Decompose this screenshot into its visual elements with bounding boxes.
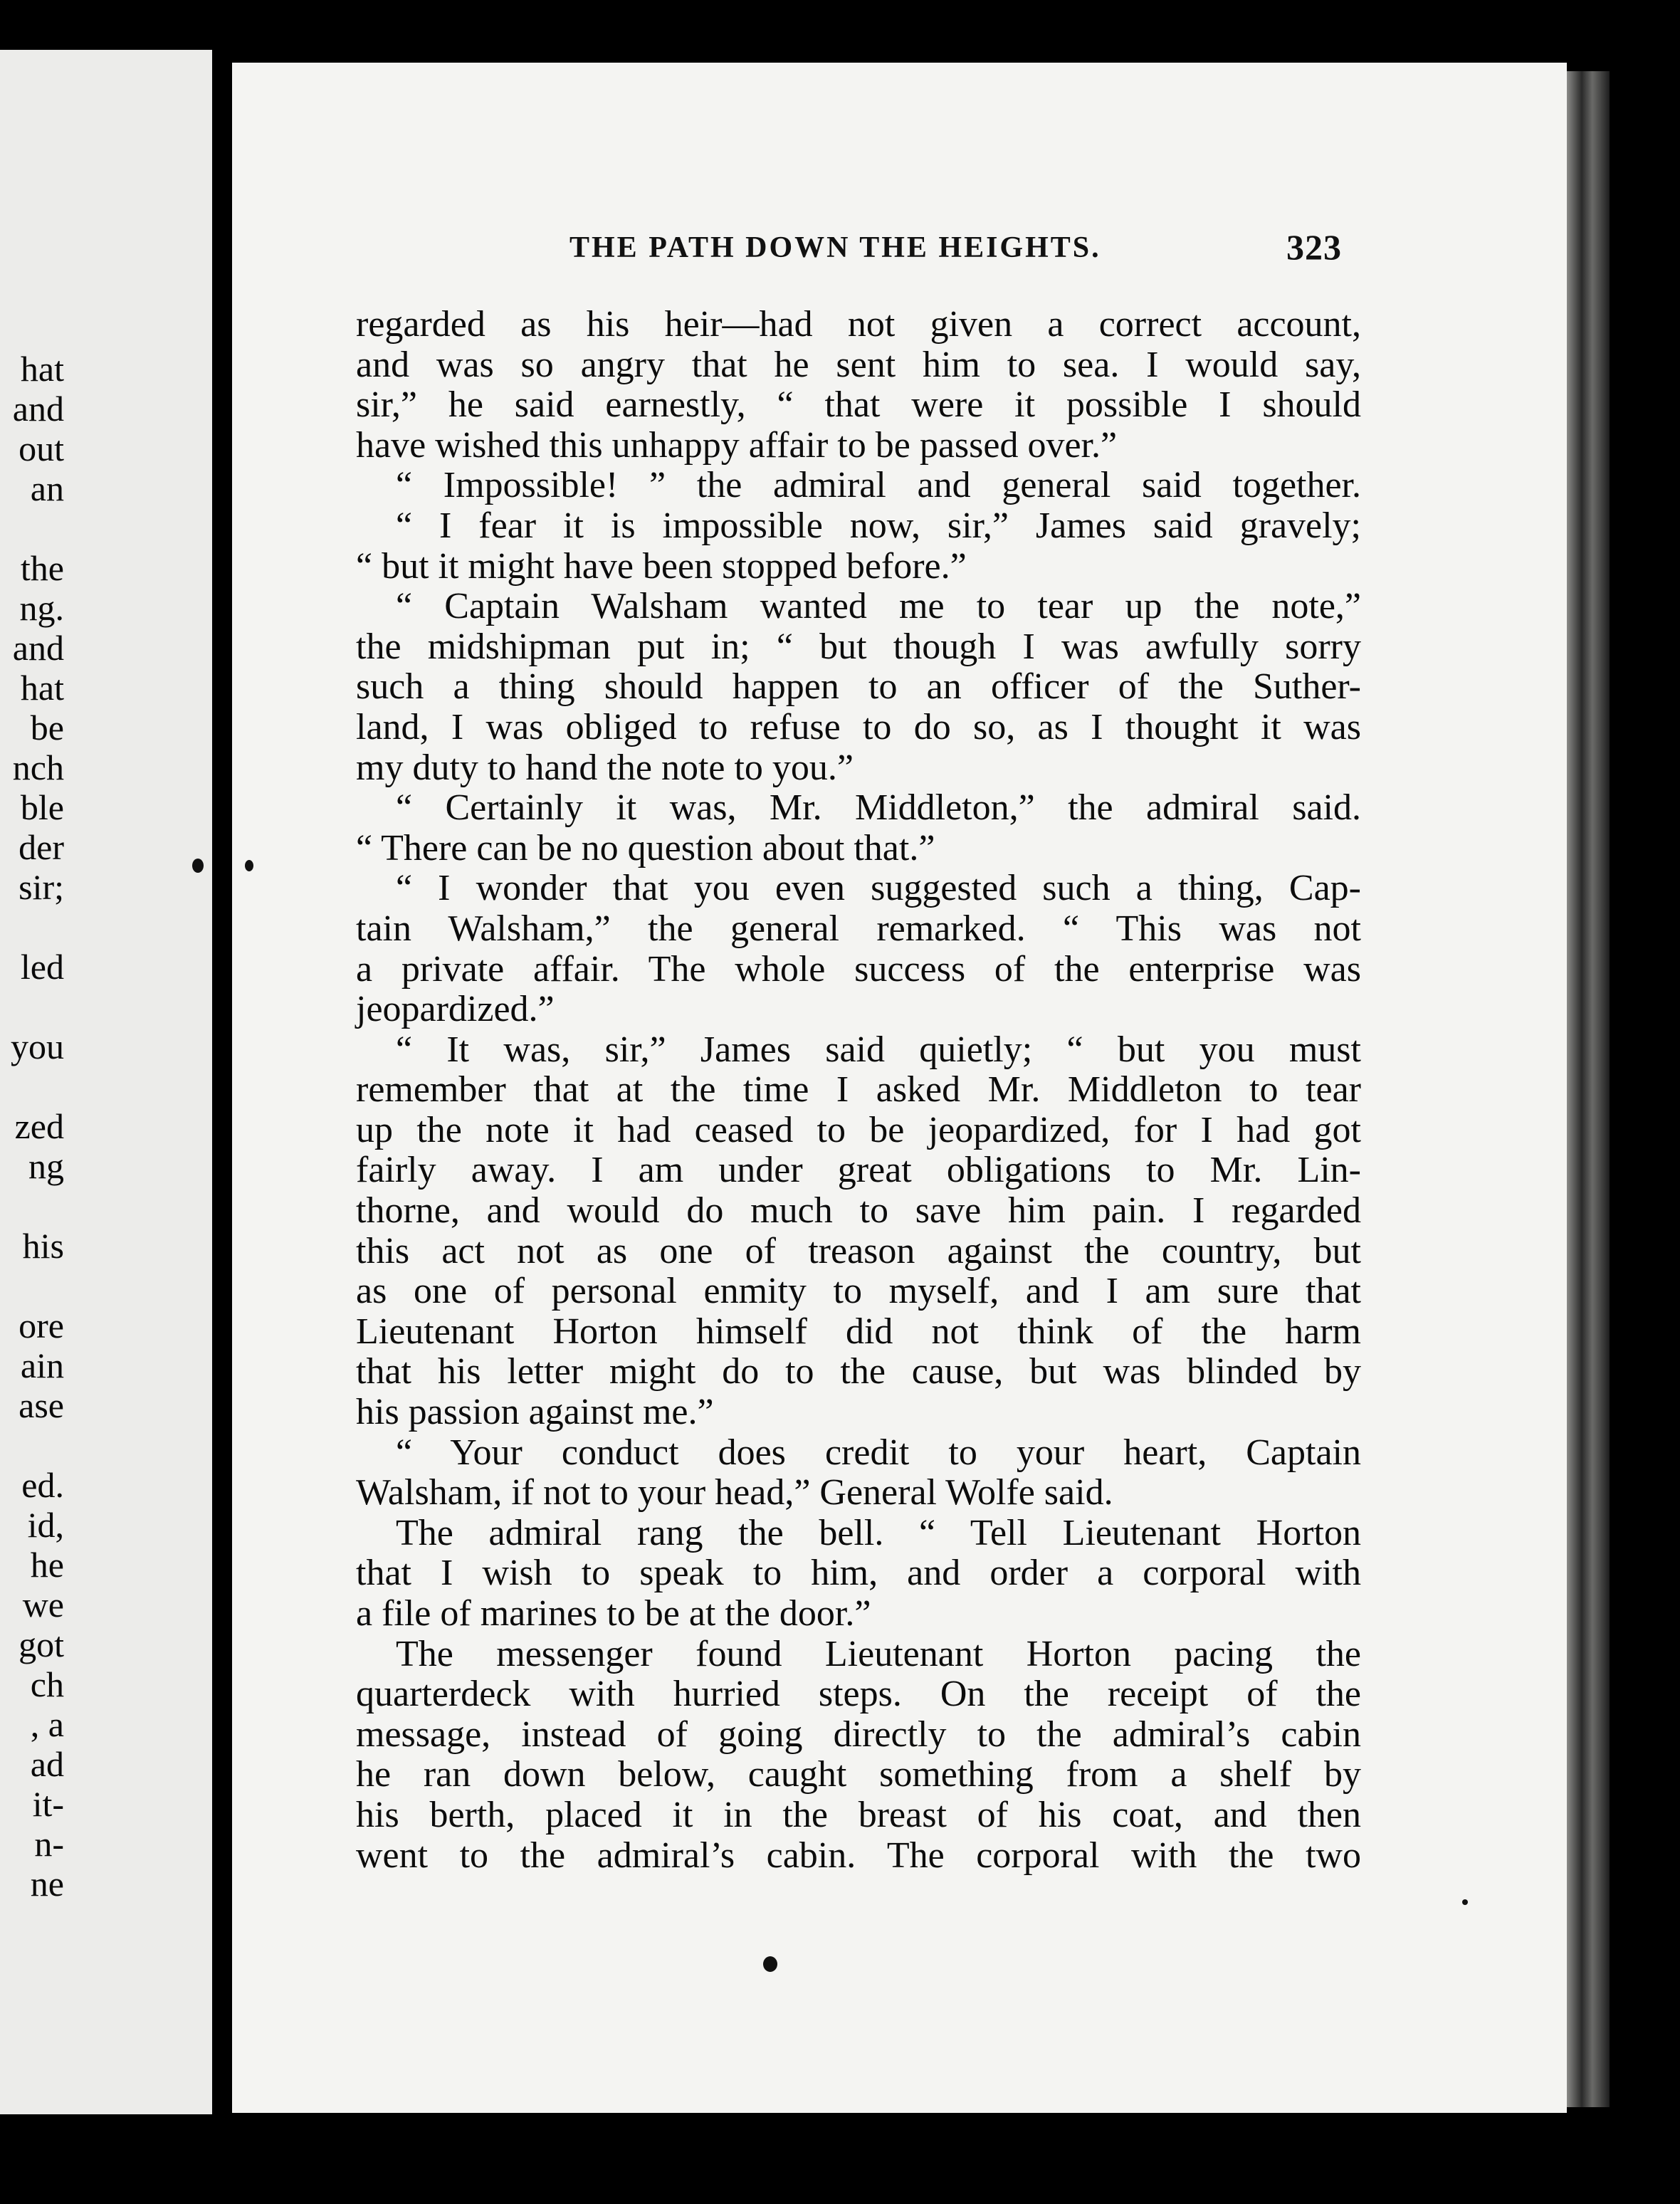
previous-page-fragment: he xyxy=(30,1545,64,1585)
ink-speck xyxy=(192,859,204,873)
text-line: “ Impossible! ” the admiral and general said together. xyxy=(396,465,1361,506)
previous-page-fragment: you xyxy=(11,1027,64,1066)
text-line: regarded as his heir—had not given a correct account, xyxy=(356,304,1361,345)
text-line: went to the admiral’s cabin. The corporal with the two xyxy=(356,1835,1361,1876)
previous-page-fragment: ed. xyxy=(21,1465,64,1505)
previous-page-fragment: be xyxy=(30,708,64,747)
running-head: THE PATH DOWN THE HEIGHTS. xyxy=(569,231,1101,264)
text-line: “ It was, sir,” James said quietly; “ but you must xyxy=(396,1029,1361,1070)
previous-page-fragment xyxy=(0,907,64,947)
text-line: Lieutenant Horton himself did not think of the harm xyxy=(356,1311,1361,1352)
previous-page-fragment: hat xyxy=(20,349,64,389)
text-line: The admiral rang the bell. “ Tell Lieutenant Horton xyxy=(396,1512,1361,1553)
text-line: have wished this unhappy affair to be passed over.” xyxy=(356,424,1118,466)
previous-page-fragment: ng xyxy=(28,1146,64,1186)
previous-page-fragment: hat xyxy=(20,668,64,708)
previous-page-fragment: and xyxy=(12,389,64,429)
text-line: The messenger found Lieutenant Horton pacing the xyxy=(396,1633,1361,1674)
text-line: jeopardized.” xyxy=(356,989,555,1030)
previous-page-fragment xyxy=(0,987,64,1027)
text-line: as one of personal enmity to myself, and I am sure that xyxy=(356,1271,1361,1312)
previous-page-fragment: ch xyxy=(30,1664,64,1704)
previous-page-fragment: led xyxy=(20,947,64,987)
text-line: “ Your conduct does credit to your heart, Captain xyxy=(396,1432,1361,1473)
previous-page-fragment: ng. xyxy=(19,588,64,628)
text-line: the midshipman put in; “ but though I was awfully sorry xyxy=(356,626,1361,667)
text-line: “ Captain Walsham wanted me to tear up the note,” xyxy=(396,586,1361,627)
previous-page-fragment: an xyxy=(30,468,64,508)
previous-page-fragment: nch xyxy=(12,747,64,787)
text-line: my duty to hand the note to you.” xyxy=(356,747,854,788)
text-line: Walsham, if not to your head,” General Wolfe said. xyxy=(356,1472,1113,1513)
text-line: sir,” he said earnestly, “ that were it possible I should xyxy=(356,384,1361,426)
previous-page-fragment: his xyxy=(22,1226,64,1266)
previous-page-fragment: n- xyxy=(34,1824,64,1864)
text-line: a file of marines to be at the door.” xyxy=(356,1593,871,1634)
text-line: “ Certainly it was, Mr. Middleton,” the admiral said. xyxy=(396,787,1361,829)
text-line: land, I was obliged to refuse to do so, as I thought it was xyxy=(356,706,1361,747)
ink-speck xyxy=(245,860,253,871)
previous-page-fragment: sir; xyxy=(19,867,64,907)
text-line: his berth, placed it in the breast of his coat, and then xyxy=(356,1794,1361,1835)
previous-page-fragment: der xyxy=(19,827,64,867)
text-line: “ There can be no question about that.” xyxy=(356,827,935,869)
previous-page-fragment: got xyxy=(19,1625,64,1664)
text-line: tain Walsham,” the general remarked. “ This was not xyxy=(356,908,1361,949)
text-line: fairly away. I am under great obligations to Mr. Lin- xyxy=(356,1150,1361,1191)
text-line: a private affair. The whole success of the enterprise was xyxy=(356,948,1361,990)
previous-page-fragment xyxy=(0,1186,64,1226)
previous-page xyxy=(0,50,214,2114)
previous-page-fragment: and xyxy=(12,628,64,668)
text-line: up the note it had ceased to be jeopardized, for I had got xyxy=(356,1109,1361,1150)
ink-speck xyxy=(1462,1899,1468,1905)
previous-page-fragment xyxy=(0,1066,64,1106)
text-line: such a thing should happen to an officer of the Suther- xyxy=(356,666,1361,708)
previous-page-fragment: we xyxy=(22,1585,64,1625)
text-line: message, instead of going directly to the admiral’s cabin xyxy=(356,1714,1361,1755)
text-line: remember that at the time I asked Mr. Middleton to tear xyxy=(356,1069,1361,1111)
text-line: that his letter might do to the cause, but was blinded by xyxy=(356,1351,1361,1392)
previous-page-fragment xyxy=(0,508,64,548)
book-gutter xyxy=(212,50,232,2129)
text-line: his passion against me.” xyxy=(356,1392,714,1433)
previous-page-fragment: ble xyxy=(20,787,64,827)
page-number: 323 xyxy=(1286,227,1342,267)
previous-page-fragment: the xyxy=(20,548,64,588)
previous-page-fragment: out xyxy=(19,429,64,468)
page-edges xyxy=(1567,71,1610,2107)
previous-page-fragment: ore xyxy=(19,1306,64,1345)
text-line: and was so angry that he sent him to sea. I would say, xyxy=(356,344,1361,385)
previous-page-text xyxy=(0,349,64,1904)
previous-page-fragment: zed xyxy=(14,1106,64,1146)
text-line: “ I fear it is impossible now, sir,” James said gravely; xyxy=(396,505,1361,546)
previous-page-fragment: ad xyxy=(30,1744,64,1784)
previous-page-fragment: , a xyxy=(30,1704,64,1744)
previous-page-fragment: ase xyxy=(19,1385,64,1425)
text-line: thorne, and would do much to save him pain. I regarded xyxy=(356,1190,1361,1232)
text-line: he ran down below, caught something from a shelf by xyxy=(356,1754,1361,1795)
text-line: that I wish to speak to him, and order a corporal with xyxy=(356,1553,1361,1594)
previous-page-fragment: id, xyxy=(27,1505,64,1545)
text-line: quarterdeck with hurried steps. On the receipt of the xyxy=(356,1674,1361,1715)
body-text xyxy=(356,305,1361,1876)
previous-page-fragment xyxy=(0,1425,64,1465)
text-line: “ I wonder that you even suggested such a thing, Cap- xyxy=(396,868,1361,909)
previous-page-fragment: it- xyxy=(32,1784,64,1824)
ink-speck xyxy=(763,1956,777,1972)
previous-page-fragment xyxy=(0,1266,64,1306)
text-line: this act not as one of treason against the country, but xyxy=(356,1230,1361,1271)
previous-page-fragment: ain xyxy=(20,1345,64,1385)
previous-page-fragment: ne xyxy=(30,1864,64,1904)
text-line: “ but it might have been stopped before.” xyxy=(356,545,967,587)
